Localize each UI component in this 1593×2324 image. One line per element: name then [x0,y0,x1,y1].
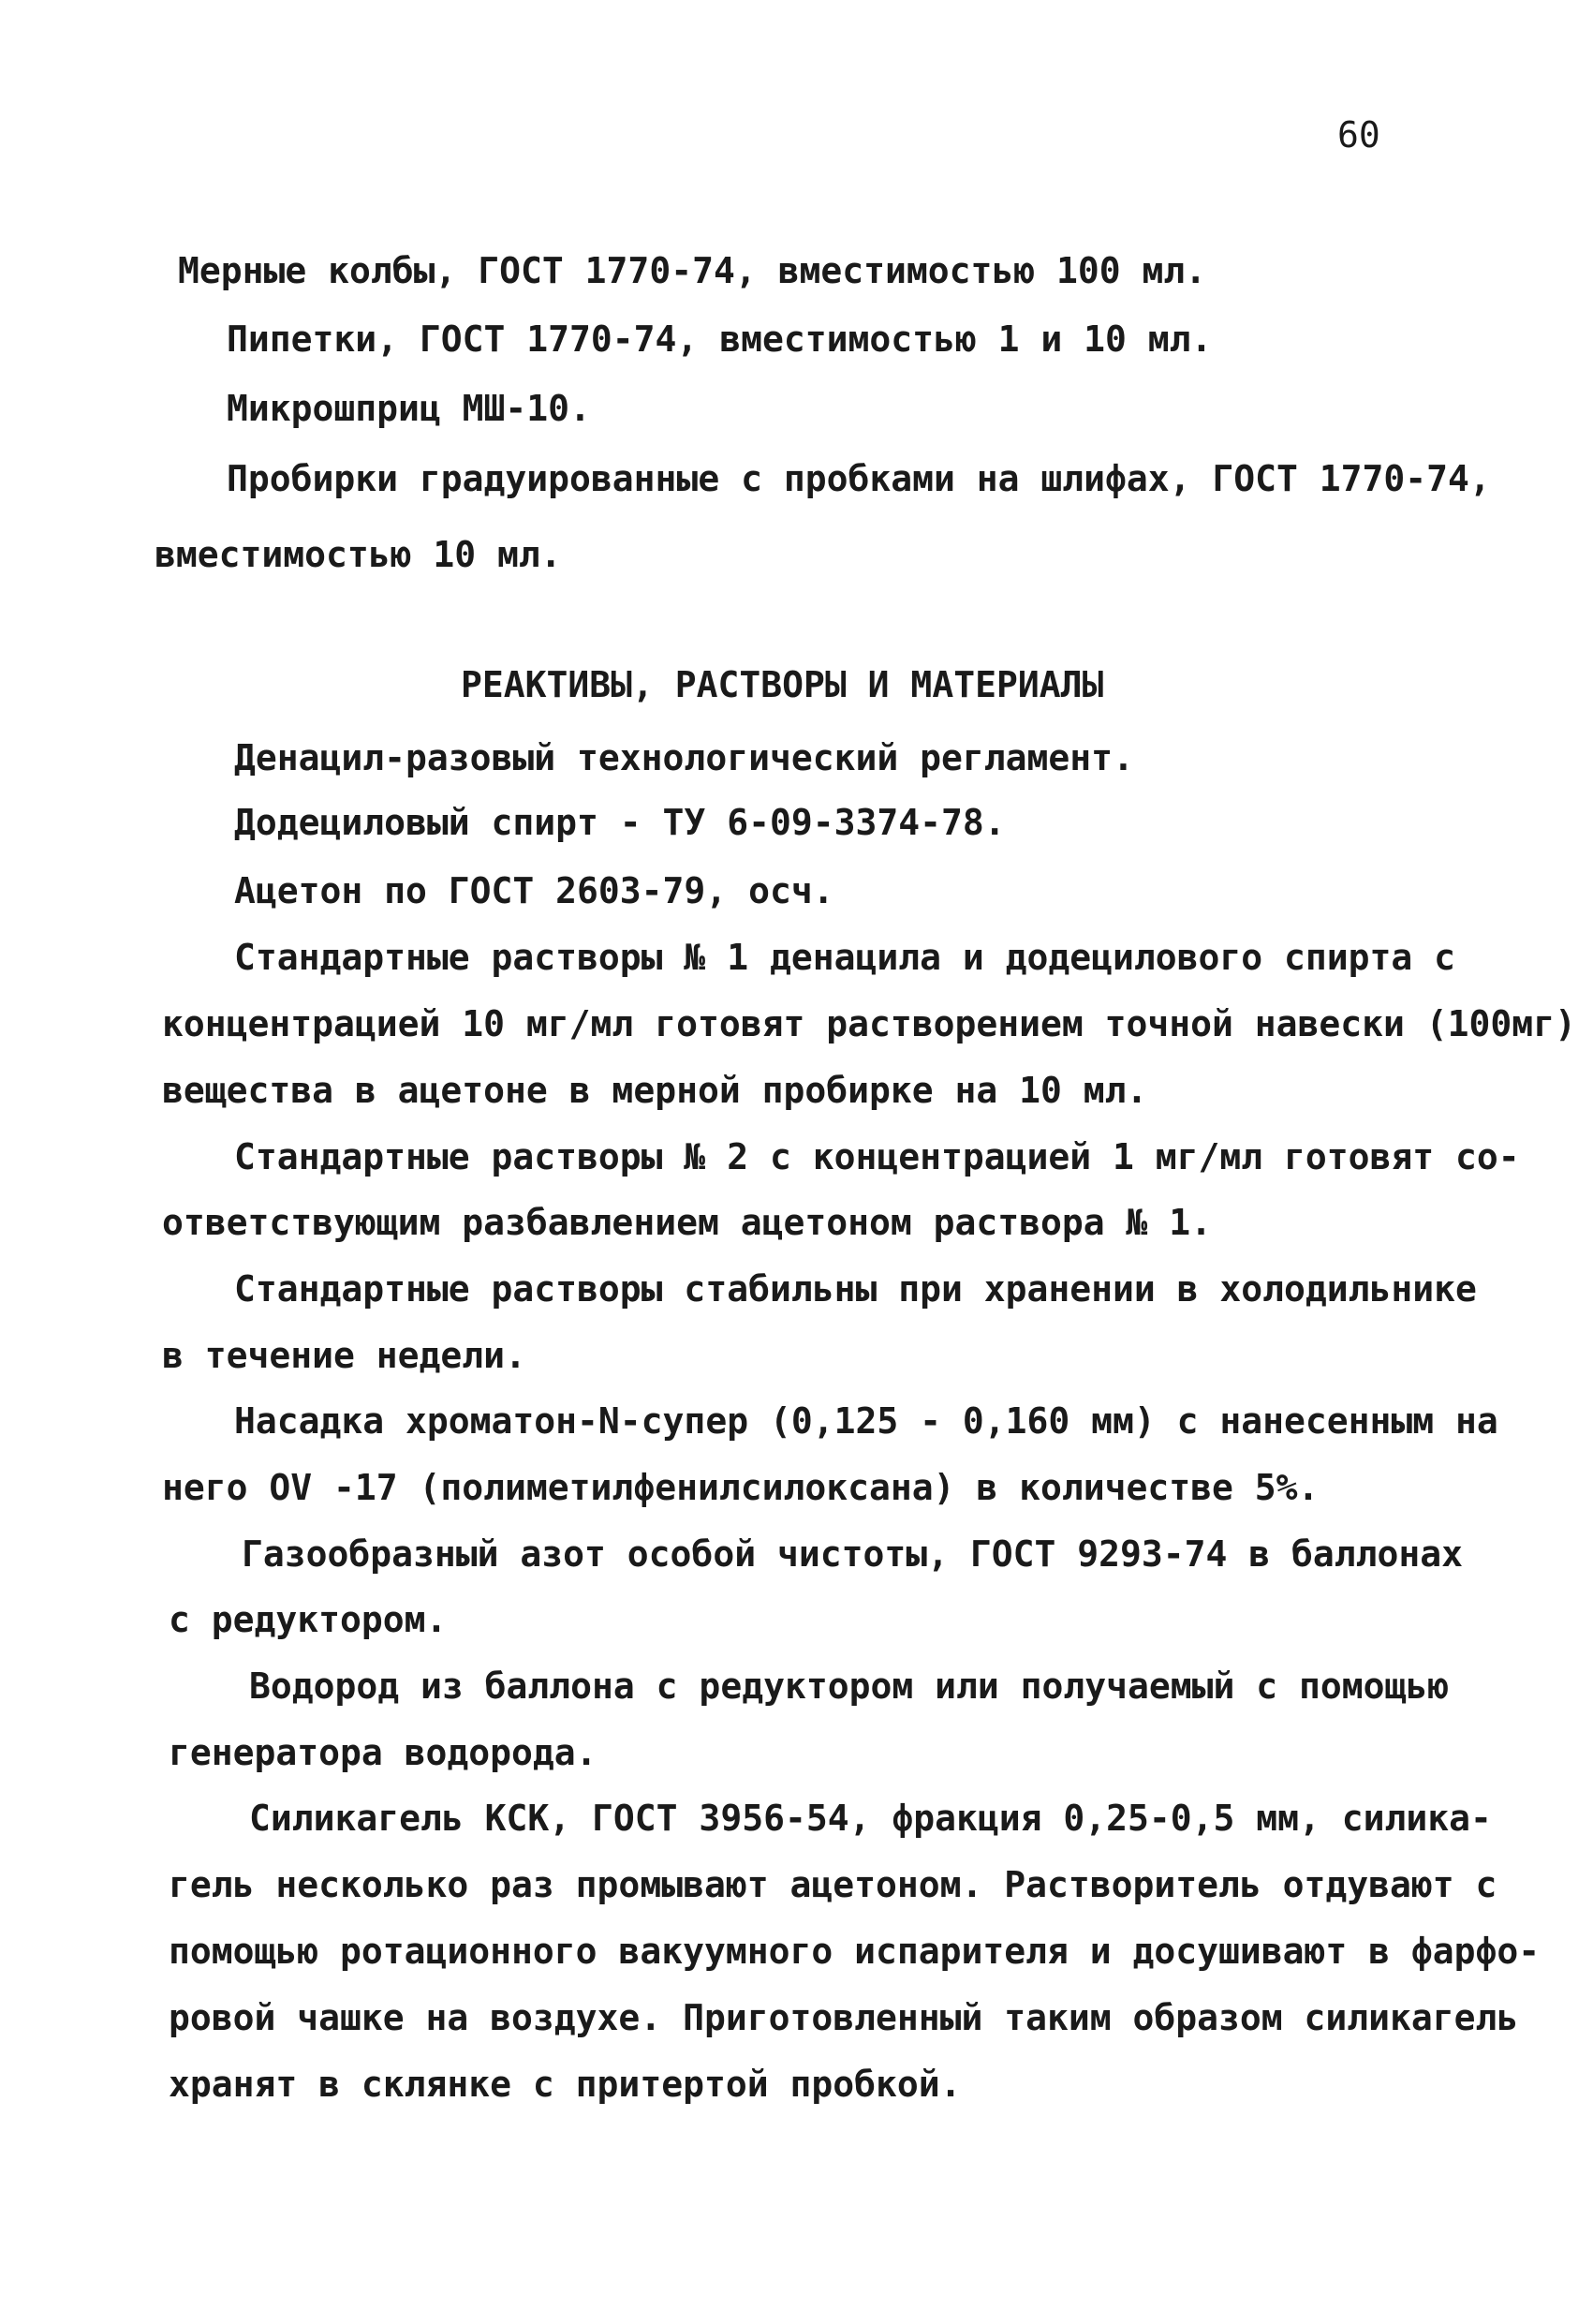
text-line: Стандартные растворы № 2 с концентрацией 1 мг/мл готовят со- [234,1136,1520,1177]
text-line: хранят в склянке с притертой пробкой. [169,2064,962,2105]
text-line: ответствующим разбавлением ацетоном раствора № 1. [162,1202,1213,1243]
text-line: Силикагель КСК, ГОСТ 3956-54, фракция 0,25-0,5 мм, силика- [249,1798,1492,1839]
text-line: Микрошприц МШ-10. [227,388,591,429]
text-line: концентрацией 10 мг/мл готовят растворением точной навески (100мг) [162,1003,1576,1044]
text-line: Пипетки, ГОСТ 1770-74, вместимостью 1 и 10 мл. [227,318,1213,360]
text-line: вещества в ацетоне в мерной пробирке на 10 мл. [162,1070,1148,1111]
text-line: Ацетон по ГОСТ 2603-79, осч. [234,870,834,911]
text-line: Стандартные растворы № 1 денацила и додецилового спирта с [234,937,1456,978]
text-line: вместимостью 10 мл. [155,534,562,575]
text-line: Газообразный азот особой чистоты, ГОСТ 9293-74 в баллонах [242,1533,1464,1575]
text-line: Денацил-разовый технологический регламент. [234,737,1134,778]
text-line: него ОV -17 (полиметилфенилсилоксана) в количестве 5%. [162,1467,1320,1508]
text-line: Пробирки градуированные с пробками на шлифах, ГОСТ 1770-74, [227,458,1491,499]
text-line: с редуктором. [169,1599,448,1640]
text-line: Водород из баллона с редуктором или получаемый с помощью [249,1665,1450,1707]
text-line: Стандартные растворы стабильны при хранении в холодильнике [234,1268,1477,1310]
page-number: 60 [1337,114,1380,155]
text-line: в течение недели. [162,1335,526,1376]
text-line: Мерные колбы, ГОСТ 1770-74, вместимостью 100 мл. [178,250,1207,291]
text-line: гель несколько раз промывают ацетоном. Растворитель отдувают с [169,1864,1497,1905]
text-line: Додециловый спирт - ТУ 6-09-3374-78. [234,802,1006,843]
text-line: ровой чашке на воздухе. Приготовленный таким образом силикагель [169,1997,1519,2038]
text-line: Насадка хроматон-N-супер (0,125 - 0,160 мм) с нанесенным на [234,1400,1498,1442]
text-line: генератора водорода. [169,1732,597,1773]
text-line: помощью ротационного вакуумного испарителя и досушивают в фарфо- [169,1931,1541,1972]
section-heading: РЕАКТИВЫ, РАСТВОРЫ И МАТЕРИАЛЫ [461,664,1104,705]
